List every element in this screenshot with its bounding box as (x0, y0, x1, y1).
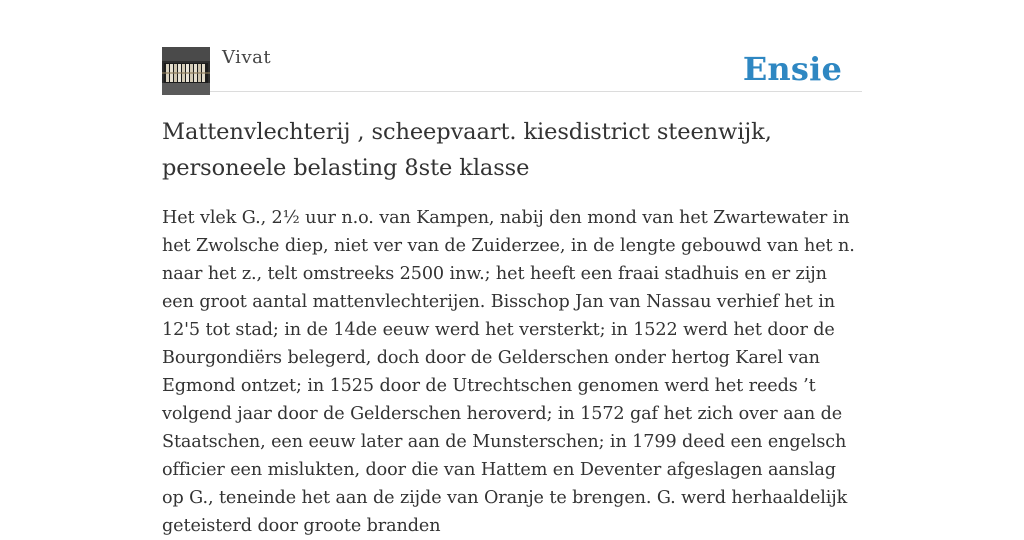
avatar[interactable] (162, 47, 210, 95)
article-header (162, 40, 862, 92)
article-card (162, 40, 862, 540)
article-body: Het vlek G., 2½ uur n.o. van Kampen, nabij den mond van het Zwartewater in het Zwolsche diep, niet ver van de Zuiderzee, in de lengte gebouwd van het n. naar het z., telt omstreeks 2500 inw.; het heeft een fraai stadhuis en er zijn een groot aantal mattenvlechterijen. Bisschop Jan van Nassau verhief het in 12'5 tot stad; in de 14de eeuw werd het versterkt; in 1522 werd het door de Bourgondiërs belegerd, doch door de Gelderschen onder hertog Karel van Egmond ontzet; in 1525 door de Utrechtschen genomen werd het reeds ’t volgend jaar door de Gelderschen heroverd; in 1572 gaf het zich over aan de Staatschen, een eeuw later aan de Munsterschen; in 1799 deed een engelsch officier een mislukten, door die van Hattem en Deventer afgeslagen aanslag op G., teneinde het aan de zijde van Oranje te brengen. G. werd herhaaldelijk geteisterd door groote branden (162, 208, 855, 536)
brand-logo[interactable]: Ensie (742, 50, 842, 88)
article-title: Mattenvlechterij , scheepvaart. kiesdistrict steenwijk, personeele belasting 8ste klasse (162, 119, 772, 181)
author-name[interactable]: Vivat (222, 47, 272, 68)
bookshelf-icon (162, 47, 210, 95)
